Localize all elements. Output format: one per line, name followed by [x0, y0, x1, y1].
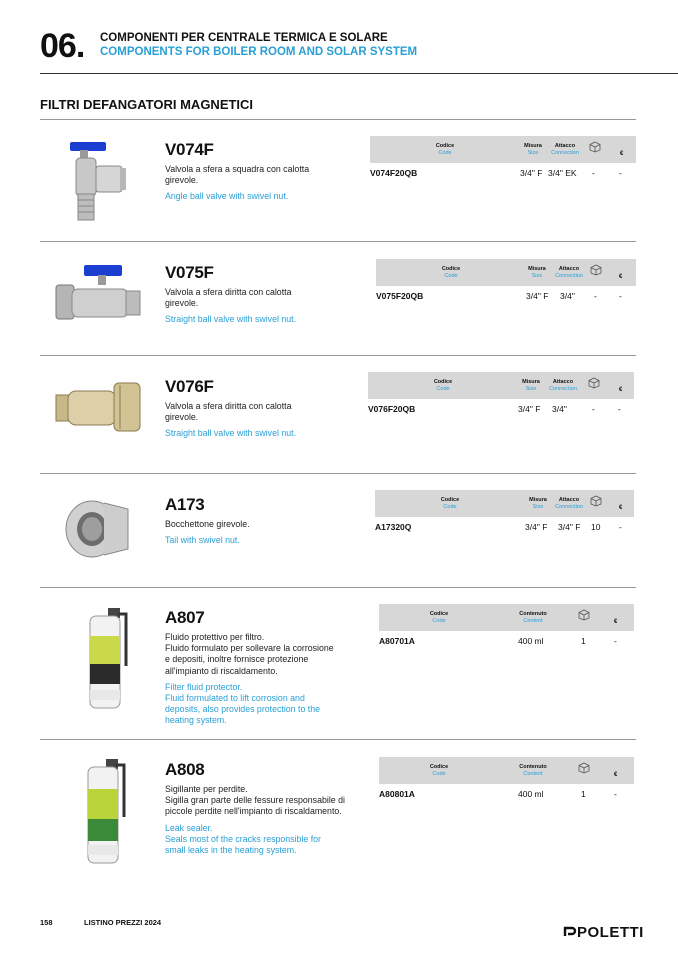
package-icon	[589, 141, 601, 153]
col-code: Codice Code	[429, 611, 449, 624]
col-connection: Attacco Connection	[549, 379, 577, 392]
qty-value: -	[592, 168, 595, 178]
size-value: 3/4" F	[518, 404, 541, 414]
table-header	[379, 757, 634, 784]
col-code: Codice Code	[440, 497, 460, 510]
straight-ball-valve-image	[54, 263, 146, 329]
article-code: A17320Q	[375, 522, 412, 532]
article-code: A80801A	[379, 789, 415, 799]
col-code: Codice Code	[441, 266, 461, 279]
col-price: €	[620, 151, 624, 157]
product-table	[375, 490, 634, 540]
description-it: Valvola a sfera a squadra con calotta girevole.	[165, 164, 310, 186]
angle-ball-valve-image	[62, 136, 142, 228]
package-icon	[578, 762, 590, 774]
col-price: €	[619, 274, 623, 280]
content-value: 400 ml	[518, 789, 544, 799]
product-v074f	[40, 140, 636, 240]
col-size: Misura Size	[522, 379, 540, 392]
product-code: V074F	[165, 140, 214, 159]
price-value: -	[618, 404, 621, 414]
price-value: -	[614, 789, 617, 799]
connection-value: 3/4" EK	[548, 168, 577, 178]
col-connection: Attacco Connection	[555, 266, 583, 279]
col-connection: Attacco Connection	[555, 497, 583, 510]
product-v076f	[40, 377, 636, 467]
description-en: Straight ball valve with swivel nut.	[165, 314, 297, 325]
product-table	[370, 136, 636, 186]
table-header	[379, 604, 634, 631]
chapter-number: 06.	[40, 27, 85, 65]
description-it: Valvola a sfera diritta con calotta girevole.	[165, 287, 292, 309]
swivel-tail-image	[64, 495, 138, 561]
qty-value: -	[594, 291, 597, 301]
price-value: -	[619, 522, 622, 532]
col-content: Contenuto Content	[519, 764, 547, 777]
description-en: Angle ball valve with swivel nut.	[165, 191, 289, 202]
article-code: V075F20QB	[376, 291, 424, 301]
poletti-logo-icon	[563, 926, 577, 938]
description-en: Filter fluid protector. Fluid formulated to lift corrosion and deposits, also provides protection to the heating system.	[165, 681, 321, 726]
page-number: 158	[40, 918, 53, 927]
price-value: -	[619, 168, 622, 178]
divider	[40, 739, 636, 740]
size-value: 3/4" F	[525, 522, 548, 532]
product-table	[376, 259, 636, 309]
straight-ball-valve-image	[54, 377, 146, 437]
package-icon	[588, 377, 600, 389]
divider	[40, 355, 636, 356]
section-title: FILTRI DEFANGATORI MAGNETICI	[40, 97, 254, 112]
chapter-title-it: COMPONENTI PER CENTRALE TERMICA E SOLARE	[100, 32, 388, 44]
description-en: Leak sealer. Seals most of the cracks responsible for small leaks in the heating system.	[165, 822, 321, 856]
description-en: Tail with swivel nut.	[165, 535, 240, 546]
product-code: V076F	[165, 377, 214, 396]
product-a808	[40, 760, 636, 875]
col-content: Contenuto Content	[519, 611, 547, 624]
qty-value: -	[592, 404, 595, 414]
product-description	[165, 519, 365, 546]
product-description	[165, 632, 375, 727]
article-code: V076F20QB	[368, 404, 416, 414]
package-icon	[590, 264, 602, 276]
qty-value: 1	[581, 789, 586, 799]
connection-value: 3/4"	[560, 291, 575, 301]
description-it: Bocchettone girevole.	[165, 519, 250, 529]
product-a173	[40, 495, 636, 585]
chapter-title-en: COMPONENTS FOR BOILER ROOM AND SOLAR SYSTEM	[100, 46, 418, 58]
col-price: €	[619, 387, 623, 393]
qty-value: 10	[591, 522, 601, 532]
col-size: Misura Size	[524, 143, 542, 156]
product-code: A807	[165, 608, 205, 627]
protector-can-image	[84, 606, 134, 712]
col-price: €	[614, 619, 618, 625]
brand-logo: POLETTI	[577, 924, 644, 941]
connection-value: 3/4"	[552, 404, 567, 414]
product-v075f	[40, 263, 636, 353]
description-it: Valvola a sfera diritta con calotta girevole.	[165, 401, 292, 423]
col-size: Misura Size	[529, 497, 547, 510]
description-en: Straight ball valve with swivel nut.	[165, 428, 297, 439]
product-description	[165, 287, 365, 326]
content-value: 400 ml	[518, 636, 544, 646]
product-code: A808	[165, 760, 205, 779]
size-value: 3/4" F	[520, 168, 543, 178]
qty-value: 1	[581, 636, 586, 646]
col-size: Misura Size	[528, 266, 546, 279]
divider	[40, 119, 636, 120]
package-icon	[590, 495, 602, 507]
footer-text: LISTINO PREZZI 2024	[84, 918, 162, 927]
leak-sealer-can-image	[82, 757, 132, 867]
col-price: €	[614, 772, 618, 778]
description-it: Fluido protettivo per filtro. Fluido formulato per sollevare la corrosione e depositi, inoltre fornisce protezione all'impianto di riscaldamento.	[165, 632, 334, 676]
article-code: V074F20QB	[370, 168, 418, 178]
product-code: V075F	[165, 263, 214, 282]
price-value: -	[614, 636, 617, 646]
col-code: Codice Code	[429, 764, 449, 777]
package-icon	[578, 609, 590, 621]
product-description	[165, 401, 365, 440]
product-table	[379, 604, 634, 654]
product-description	[165, 164, 365, 203]
product-table	[368, 372, 634, 422]
divider	[40, 473, 636, 474]
product-a807	[40, 608, 636, 733]
divider	[40, 241, 636, 242]
size-value: 3/4" F	[526, 291, 549, 301]
price-value: -	[619, 291, 622, 301]
col-price: €	[619, 505, 623, 511]
connection-value: 3/4" F	[558, 522, 581, 532]
product-table	[379, 757, 634, 807]
product-description	[165, 784, 380, 856]
header-divider	[40, 73, 678, 74]
product-code: A173	[165, 495, 205, 514]
article-code: A80701A	[379, 636, 415, 646]
col-code: Codice Code	[433, 379, 453, 392]
col-code: Codice Code	[435, 143, 455, 156]
col-connection: Attacco Connection	[551, 143, 579, 156]
description-it: Sigillante per perdite. Sigilla gran parte delle fessure responsabile di piccole perdite nell'impianto di riscaldamento.	[165, 784, 345, 817]
divider	[40, 587, 636, 588]
